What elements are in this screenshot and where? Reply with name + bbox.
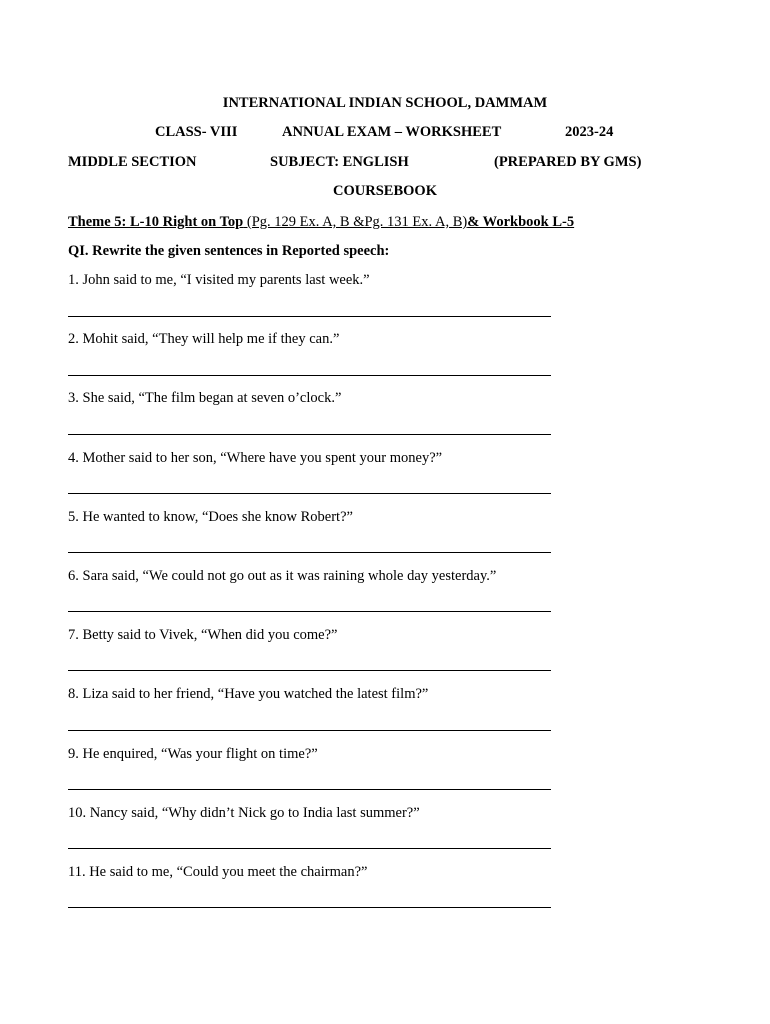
answer-line <box>68 848 551 849</box>
answer-line <box>68 611 551 612</box>
theme-pages: (Pg. 129 Ex. A, B &Pg. 131 Ex. A, B) <box>243 214 468 230</box>
question-item: 5. He wanted to know, “Does she know Robert?” <box>68 509 353 525</box>
question-item: 6. Sara said, “We could not go out as it was raining whole day yesterday.” <box>68 568 497 584</box>
school-name: INTERNATIONAL INDIAN SCHOOL, DAMMAM <box>222 95 548 111</box>
question-item: 11. He said to me, “Could you meet the chairman?” <box>68 864 368 880</box>
academic-year: 2023-24 <box>565 124 614 140</box>
question-item: 2. Mohit said, “They will help me if they can.” <box>68 331 340 347</box>
answer-line <box>68 670 551 671</box>
question-heading: QI. Rewrite the given sentences in Reported speech: <box>68 243 390 259</box>
prepared-by: (PREPARED BY GMS) <box>494 154 642 170</box>
theme-workbook: & Workbook L-5 <box>467 214 575 230</box>
question-item: 8. Liza said to her friend, “Have you watched the latest film?” <box>68 686 429 702</box>
answer-line <box>68 375 551 376</box>
theme-title: Theme 5: L-10 Right on Top <box>68 214 244 230</box>
question-item: 7. Betty said to Vivek, “When did you come?” <box>68 627 338 643</box>
answer-line <box>68 789 551 790</box>
question-item: 3. She said, “The film began at seven o’clock.” <box>68 390 342 406</box>
answer-line <box>68 907 551 908</box>
question-item: 9. He enquired, “Was your flight on time?” <box>68 746 318 762</box>
question-item: 1. John said to me, “I visited my parents last week.” <box>68 272 370 288</box>
section-label: MIDDLE SECTION <box>68 154 197 170</box>
answer-line <box>68 493 551 494</box>
class-label: CLASS- VIII <box>155 124 238 140</box>
theme-line <box>68 213 574 231</box>
answer-line <box>68 730 551 731</box>
book-label: COURSEBOOK <box>333 183 437 199</box>
exam-title: ANNUAL EXAM – WORKSHEET <box>282 124 502 140</box>
question-item: 10. Nancy said, “Why didn’t Nick go to India last summer?” <box>68 805 420 821</box>
answer-line <box>68 552 551 553</box>
answer-line <box>68 434 551 435</box>
subject-label: SUBJECT: ENGLISH <box>270 154 409 170</box>
answer-line <box>68 316 551 317</box>
question-item: 4. Mother said to her son, “Where have you spent your money?” <box>68 450 443 466</box>
